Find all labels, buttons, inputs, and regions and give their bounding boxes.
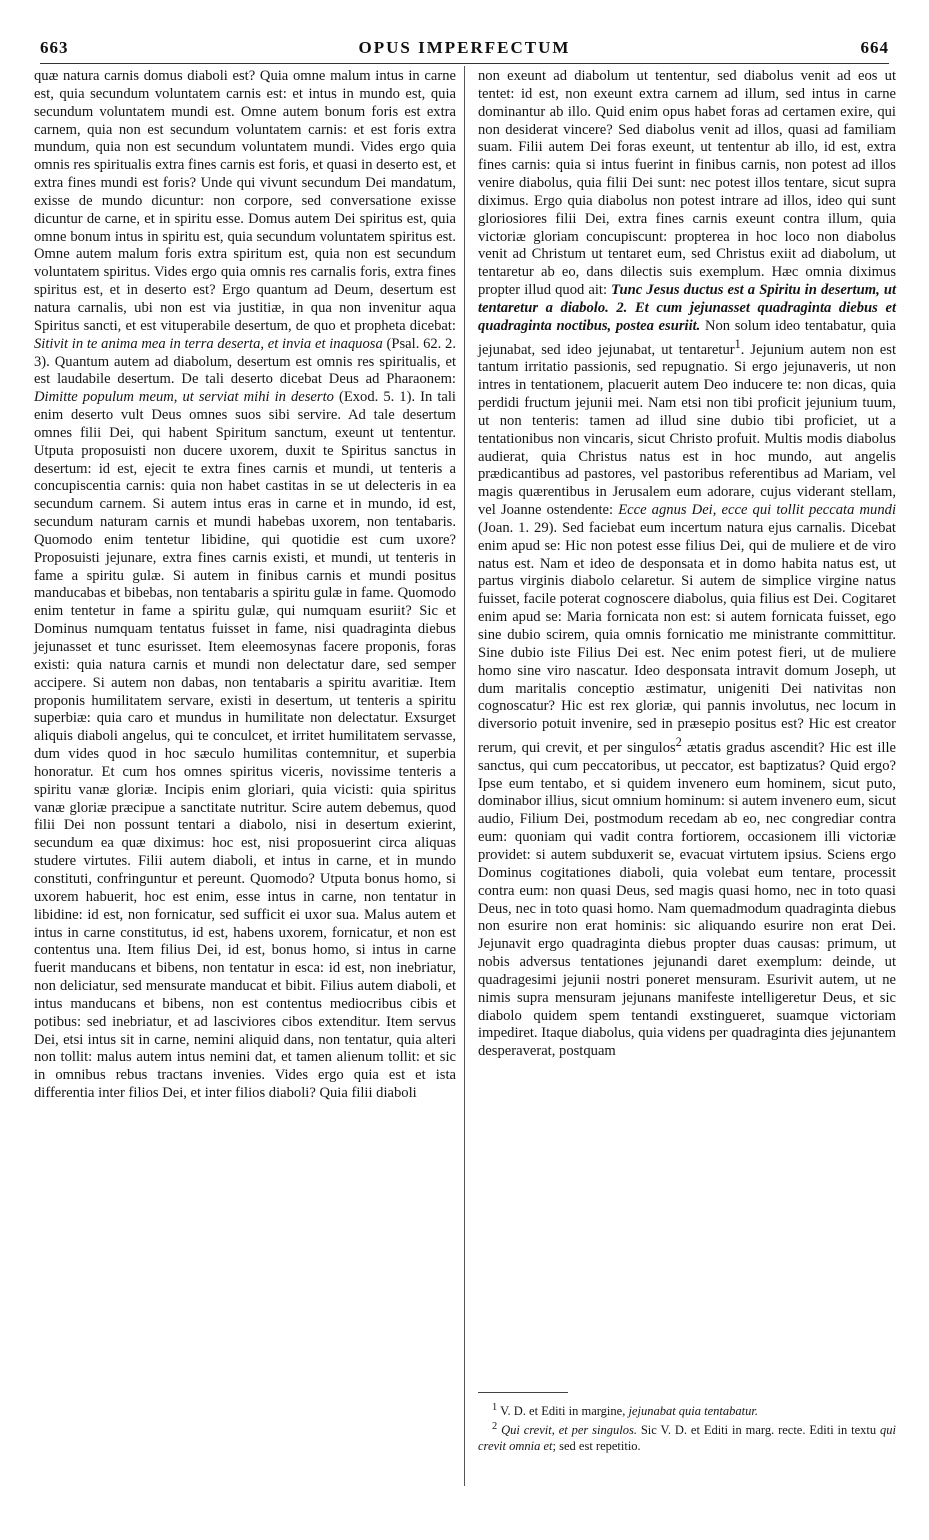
footnote-1-text: V. D. et Editi in margine, xyxy=(497,1404,629,1419)
footnote-2 xyxy=(478,1419,896,1454)
right-text-1: non exeunt ad diabolum ut tententur, sed diabolus venit ad eos ut tentet: id est, non exeunt extra carnem ad illum, sed intus in carne dominantur ab illo. Quid enim opus habet foras ad certamen exire, qui non desiderat vincere? Sed diabolus venit ad illos, quasi ad familiam suam. Filii autem Dei foras exeunt, ut tententur ab illo, id est, extra fines carnis: quia si intus fuerint in finibus carnis, non potest ad illos venire diabolus, quia filii Dei sunt: nec potest illos tentare, sicut supra diximus. Ergo quia diabolus non potest intrare ad illos, ideo qui sunt gloriosiores filii Dei, extra fines carnis exeunt contra illum, quia victoriæ gloriam concupiscunt: propterea in hoc loco non diabolus venit ad Christum ut tentaret eum, sed Christus exiit ad diabolum, ut tentaretur ab eo, dans dilectis suis exemplum. Hæc omnia diximus propter illud quod ait: xyxy=(478,68,896,299)
footnote-2-text-b: ; sed est repetitio. xyxy=(552,1439,641,1454)
right-quote-2: Ecce agnus Dei, ecce qui tollit peccata mundi xyxy=(618,502,897,519)
right-column-text xyxy=(478,68,896,1061)
page-number-left: 663 xyxy=(40,38,69,57)
running-title: OPUS IMPERFECTUM xyxy=(358,38,571,57)
footnote-1-mark: 1 xyxy=(492,1402,498,1413)
page-header xyxy=(40,38,889,60)
left-text-1: quæ natura carnis domus diaboli est? Quia omne malum intus in carne est, quia secundum voluntatem carnis est: et intus in mundo est, quia secundum voluntatem mundi est. Omne autem bonum foris est extra carnem, quia non est secundum voluntatem carnis: et est foris extra mundum, quia non est secundum voluntatem mundi. Vides ergo quia omnis res spiritualis extra fines carnis est foris, et quasi in deserto est, et extra fines mundi est foris? Unde qui vivunt secundum Dei mandatum, exisse de mundo dicuntur: non corpore, sed conversatione exisse dicuntur de carne, et in spiritu esse. Domus autem Dei spiritus est, quia omne bonum intus in spiritu est, quia secundum voluntatem spiritus est. Omne autem malum foris extra spiritum est, quia non est secundum voluntatem spiritus. Vides ergo quia omnis res carnalis foris, extra fines spiritus est, et in deserto est? Ergo quantum ad Deum, desertum est natura carnalis, ubi non est via justitiæ, in qua non invenitur aqua Spiritus sancti, et est vituperabile desertum, de quo et propheta dicebat: xyxy=(34,68,456,334)
footnote-marker-2[interactable]: 2 xyxy=(675,735,682,750)
right-text-2: Non solum ideo tentabatur, quia jejunabat, sed ideo jejunabat, ut tentaretur xyxy=(478,317,896,358)
footnote-marker-1[interactable]: 1 xyxy=(734,336,741,351)
header-rule xyxy=(40,63,889,64)
left-ref-2: (Exod. 5. 1). xyxy=(333,389,421,406)
left-quote-2: Dimitte populum meum, ut serviat mihi in deserto xyxy=(34,389,334,406)
right-text-3: . Jejunium autem non est tantum irritatio passionis, sed repugnatio. Si ergo jejunaveris, ut non intres in tentationem, placuerit autem Deo inducere te: non dicas, quia perdidi fructum jejunii mei. Nam etsi non tibi proficit jejunium tuum, ut non tenteris: tamen ad illud sine dubio tibi proficiet, ut a tentationibus non vincaris, sicut Christo profuit. Multis modis diabolus audierat, quia Christus natus est in hoc mundo, aut angelis prædicantibus ad pastores, vel pastoribus referentibus ad Mariam, vel magis quærentibus in Jerusalem eum adorare, cujus viderant stellam, vel Joanne ostendente: xyxy=(478,341,896,519)
footnote-1-quote: jejunabat quia tentabatur. xyxy=(628,1404,758,1419)
left-ref-1: (Psal. 62. 2. 3). xyxy=(34,335,457,370)
right-ref-2: (Joan. 1. 29). xyxy=(478,519,563,536)
footnote-2-quote: Qui crevit, et per singulos. xyxy=(501,1423,637,1438)
page-number-right: 664 xyxy=(860,38,889,57)
footnote-2-text-a: Sic V. D. et Editi in marg. recte. Editi in textu xyxy=(636,1423,881,1438)
left-column xyxy=(34,68,456,1103)
left-text-3: In tali enim deserto vult Deus omnes suos sibi servire. Ad tale desertum omnes filii Dei, qui habent Spiritum sanctum, exeunt ut tententur. Utputa proposuisti non ducere uxorem, duxit te Spiritus sanctus in desertum: id est, ejecit te extra fines carnis et mundi, ut tenteris a concupiscentia carnis: quia non habet castitas in se ut delecteris in ea secundum carnem. Si autem intus eras in carne et in mundo, id est, secundum naturam carnis et mundi habebas uxorem, non tentabaris. Quomodo enim tentetur libidine, qui quotidie est cum uxore? Proposuisti jejunare, extra fines carnis existi, et mundi, ut tenteris in fame a spiritu gulæ. Si autem in finibus carnis et mundi positus manducabas et bibebas, non tentabaris a spiritu gulæ in fame. Quomodo enim tentetur in fame a spiritu gulæ, qui numquam esuriit? Sic et Dominus numquam tentatus fuisset in fame, nisi quadraginta diebus jejunasset et tunc esurisset. Item eleemosynas facere proponis, foras existi: quia natura carnis et mundi non delectatur dare, sed semper accipere. Si autem non dabas, non tentabaris a spiritu avaritiæ. Item proponis humilitatem servare, existi in desertum, ut tenteris a spiritu superbiæ: quia caro et mundus in humilitate non delectatur. Exsurget aliquis diaboli angelus, qui te conculcet, et irritet humilitatem servasse, dum vides quod in hoc sæculo humilitas contemnitur, et superbia honoratur. Et cum hos omnes spiritus viceris, novissime tenteris a spiritu vanæ gloriæ. Incipis enim gloriari, quia vicisti: quia spiritus vanæ gloriæ præcipue a sanctitate nutritur. Scire autem debemus, quod filii Dei non possunt tentari a diabolo, nisi in desertum exierint, secundum ea quæ diximus: hoc est, nisi proposuerint circa aliquas studere virtutes. Filii autem diaboli, et intus in carne, et in mundo constituti, confringuntur et pereunt. Quomodo? Utputa bonus homo, si uxorem habuerit, hoc est enim, esse intus in carne, non tentatur in libidine: id est, non fornicatur, sed sufficit ei uxor sua. Malus autem et intus in carne constitutus, id est, habens uxorem, fornicatur, et non est contentus una. Item filius Dei, id est, bonus homo, si intus in carne fuerit manducans et bibens, non tentatur in esca: id est, non inebriatur, non deliciatur, sed mensurate manducat et bibit. Filius autem diaboli, et intus manducans et bibens, non est contentus mediocribus cibis et potibus: sed inebriatur, et ad lasciviores cibos extenditur. Item servus Dei, etsi intus sit in carne, nemini aliquid dans, non tentatur, quia alteri non tollit: malus autem intus nemini dat, et tamen alienum tollit: et sic in omnibus rebus tractans invenies. Vides ergo quia est et ista differentia inter filios Dei, et inter filios diaboli? Quia filii diaboli xyxy=(34,389,456,1102)
footnote-2-quote-b: qui crevit omnia et xyxy=(478,1423,897,1454)
footnote-2-mark: 2 xyxy=(492,1421,498,1433)
right-text-4: Sed faciebat eum incertum natura ejus carnalis. Dicebat enim apud se: Hic non potest esse filius Dei, qui de muliere et de viro natus est. Nam et ideo de desponsata et in domo habita natus est, ut partus virginis diabolo celaretur. Si autem de simplice virgine natus fuisset, facile poterat cognoscere diabolus, quia filius est Dei. Cogitaret enim apud se: Maria fornicata non est: si autem fornicata fuisset, ego sine dubio scirem, quia omnis fornicatio me ministrante committitur. Sine dubio iste Filius Dei est. Nec enim potest fieri, ut de muliere homo sine viro nascatur. Ideo desponsata intravit domum Joseph, ut dum maritalis conceptio æstimatur, unigeniti Dei nativitas non cognoscatur? Hic est rex gloriæ, qui pannis involutus, nec locum in diversorio potuit invenire, sed in præsepio positus est? Hic est creator rerum, qui crevit, et per singulos xyxy=(478,519,896,756)
right-text-5: ætatis gradus ascendit? Hic est ille sanctus, qui cum peccatoribus, ut peccator, est baptizatus? Quid ergo? Ipse eum tentabo, et si quidem invenero eum hominem, sicut puto, dominabor illius, sicut omnium hominum: si autem invenero eum, sicut audio, Filium Dei, postmodum recedam ab eo, nec congrediar contra eum: quoniam qui vadit contra fortiorem, occasionem illi victoriæ providet: si autem subduxerit se, evacuat virtutem ipsius. Sciens ergo Dominus cogitationes diaboli, quia volebat eum tentare, processit contra eum: non quasi Deus, sed magis quasi homo, nec in toto quasi Deus, nec in toto quasi homo. Nam quemadmodum quadraginta diebus non esurire non erat hominis: sic aliquando esurire non erat Dei. Jejunavit ergo quadraginta diebus propter duas causas: primum, ut nobis adversus tentationes jejunandi daret exemplum: deinde, ut quadragesimi jejunii nostri poneret mensuram. Esurivit autem, ut ne nimis supra mensuram jejunans manifeste intelligeretur Deus, et sic diabolo quidem spem tentandi exstingueret, suamque victoriam impediret. Itaque diabolus, quia videns per quadraginta dies jejunantem desperaverat, postquam xyxy=(478,739,896,1060)
left-quote-1: Sitivit in te anima mea in terra deserta, et invia et inaquosa xyxy=(34,335,383,352)
left-column-text xyxy=(34,68,456,1103)
footnote-1 xyxy=(478,1400,896,1419)
left-text-2: Quantum autem ad diabolum, desertum est omnis res spiritualis, et est laudabile desertum. De tali deserto dicebat Deus ad Pharaonem: xyxy=(34,353,456,388)
footnote-rule xyxy=(478,1392,568,1393)
right-column xyxy=(478,68,896,1061)
footnotes xyxy=(478,1400,896,1454)
column-divider xyxy=(464,66,465,1486)
right-gospel-quote: Tunc Jesus ductus est a Spiritu in desertum, ut tentaretur a diabolo. 2. Et cum jejunasset quadraginta diebus et quadraginta noctibus, postea esuriit. xyxy=(478,282,896,334)
